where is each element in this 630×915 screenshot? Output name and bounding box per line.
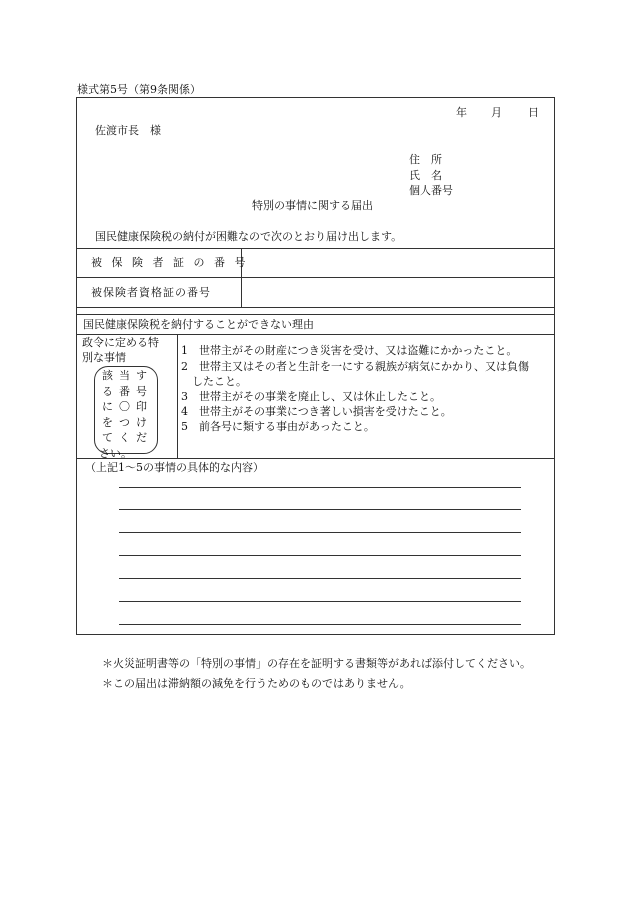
instruction-note-char: て — [102, 431, 113, 444]
footnote-1: ＊火災証明書等の「特別の事情」の存在を証明する書類等があれば添付してください。 — [102, 657, 531, 670]
form-title: 特別の事情に関する届出 — [252, 199, 373, 212]
footnote-2: ＊この届出は滞納額の減免を行うためのものではありません。 — [102, 677, 411, 690]
qualification-card-number-label: 被保険者資格証の番号 — [91, 286, 211, 299]
details-label: （上記1～5の事情の具体的な内容） — [85, 461, 264, 474]
qualification-card-number-field[interactable] — [243, 278, 554, 306]
applicant-personal-number-label: 個人番号 — [409, 184, 453, 197]
reason-header: 国民健康保険税を納付することができない理由 — [83, 318, 314, 331]
insurance-card-number-field[interactable] — [243, 249, 554, 276]
date-month: 月 — [491, 106, 502, 119]
details-line-7[interactable] — [119, 624, 521, 625]
instruction-note-char: 印 — [136, 400, 147, 413]
instruction-note-char: す — [136, 369, 147, 382]
instruction-note-char: に — [102, 400, 113, 413]
reason-option-1[interactable]: 1 世帯主がその財産につき災害を受け、又は盗難にかかったこと。 — [181, 344, 518, 357]
intro-text: 国民健康保険税の納付が困難なので次のとおり届け出します。 — [95, 230, 403, 243]
reason-option-4[interactable]: 4 世帯主がその事業につき著しい損害を受けたこと。 — [181, 405, 452, 418]
instruction-note-char: 該 — [102, 369, 113, 382]
instruction-note-char: け — [136, 415, 147, 429]
addressee: 佐渡市長 様 — [95, 124, 161, 137]
details-line-5[interactable] — [119, 578, 521, 579]
divider-reason-vertical — [177, 334, 178, 458]
reason-option-3[interactable]: 3 世帯主がその事業を廃止し、又は休止したこと。 — [181, 390, 441, 403]
reason-label-line2: 別な事情 — [82, 351, 126, 364]
details-line-6[interactable] — [119, 601, 521, 602]
instruction-note-char: つ — [119, 415, 130, 429]
instruction-note-char: 号 — [136, 384, 147, 398]
instruction-note-char: 当 — [119, 369, 130, 382]
instruction-note-char: 番 — [119, 384, 130, 398]
instruction-note-char: 〇 — [119, 400, 130, 413]
date-year: 年 — [456, 106, 467, 119]
divider-reason-top — [76, 314, 555, 315]
reason-option-2[interactable]: 2 世帯主又はその者と生計を一にする親族が病気にかかり、又は負傷 — [181, 360, 529, 373]
insurance-card-number-label: 被 保 険 者 証 の 番 号 — [91, 256, 249, 269]
divider-reason-header — [76, 334, 555, 335]
details-line-1[interactable] — [119, 487, 521, 488]
divider-details-top — [76, 458, 555, 459]
details-line-2[interactable] — [119, 509, 521, 510]
date-day: 日 — [528, 106, 539, 119]
instruction-note-char: さい。 — [99, 446, 132, 460]
reason-option-2-continued: したこと。 — [181, 375, 247, 388]
reason-label-line1: 政令に定める特 — [82, 336, 159, 349]
instruction-note-char: る — [102, 384, 113, 398]
divider-rows-bottom — [76, 307, 555, 308]
instruction-note-char: だ — [136, 431, 147, 444]
form-number: 様式第5号（第9条関係） — [77, 83, 201, 96]
details-line-3[interactable] — [119, 532, 521, 533]
instruction-note-char: く — [119, 431, 130, 444]
details-line-4[interactable] — [119, 555, 521, 556]
applicant-name-label: 氏 名 — [409, 169, 442, 182]
instruction-note-char: を — [102, 415, 113, 429]
applicant-address-label: 住 所 — [409, 153, 442, 166]
reason-option-5[interactable]: 5 前各号に類する事由があったこと。 — [181, 420, 375, 433]
